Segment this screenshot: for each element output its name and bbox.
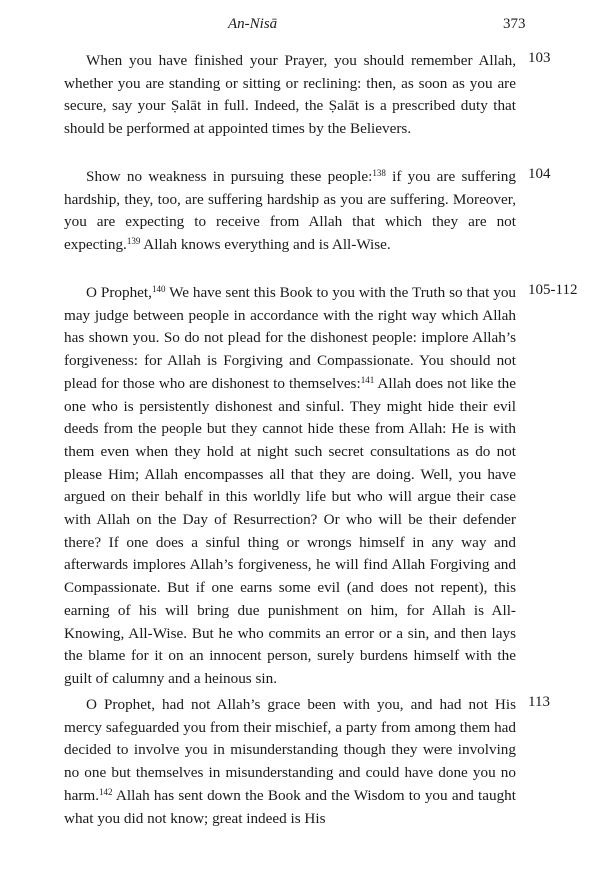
verse-reference: 104 [528,166,551,182]
verse-reference: 113 [528,694,550,710]
passage-text: When you have finished your Prayer, you should remember Allah, whether you are standing or sitting or reclining: then, as soon as you are secure, say your Ṣalāt in full. Indeed, the Ṣalāt is a prescribed duty that should be performed at appointed times by the Believers. [64,52,516,138]
footnote-marker: 139 [126,236,141,247]
passage-103 [64,50,516,141]
page-number: 373 [503,16,526,32]
passage-105-112 [64,282,516,691]
verse-reference: 103 [528,50,551,66]
footnote-marker: 141 [360,374,375,385]
passage-text: O Prophet, had not Allah’s grace been with you, and had not His mercy safeguarded you from their mischief, a party from among them had decided to involve you in misunderstanding though they were involving no one but themselves in misunderstanding and could have done you no harm.$^{142}$ Allah has sent down the Book and the Wisdom to you and taught what you did not know; great indeed is His [64,696,516,827]
footnote-marker: 138 [372,168,386,178]
footnote-marker: 142 [99,786,113,797]
running-title: An-Nisā [228,16,278,32]
passage-104 [64,166,516,257]
passage-text: O Prophet,$^{140}$ We have sent this Book to you with the Truth so that you may judge between people in accordance with the right way which Allah has shown you. So do not plead for the dishonest people: implore Allah’s forgiveness: for Allah is Forgiving and Compassionate. You should not plead for those who are dishonest to themselves:$^{141}$ Allah does not like the one who is persistently dishonest and sinful. They might hide their evil deeds from the people but they cannot hide these from Allah: He is with them even when they hold at night such secret consultations as do not please Him; Allah encompasses all that they are doing. Well, you have argued on their behalf in this worldly life but who will argue their case with Allah on the Day of Resurrection? Or who will be their defender there? If one does a sinful thing or wrongs himself in any way and afterwards implores Allah’s forgiveness, he will find Allah Forgiving and Compassionate. But if one earns some evil (and does not repent), this earning of his will bring due punishment on him, for Allah is All-Knowing, All-Wise. But he who commits an error or a sin, and then lays the blame for it on an innocent person, surely burdens himself with the guilt of calumny and a heinous sin. [64,284,517,687]
footnote-marker: 140 [151,284,166,294]
verse-reference: 105-112 [528,282,578,298]
passage-text: Show no weakness in pursuing these people:$^{138}$ if you are suffering hardship, they, too, are suffering hardship as you are suffering. Moreover, you are expecting to receive from Allah that which they are not expecting.$^{139}$ Allah knows everything and is All-Wise. [64,168,516,254]
page-header [0,14,600,40]
passage-113 [64,694,516,830]
